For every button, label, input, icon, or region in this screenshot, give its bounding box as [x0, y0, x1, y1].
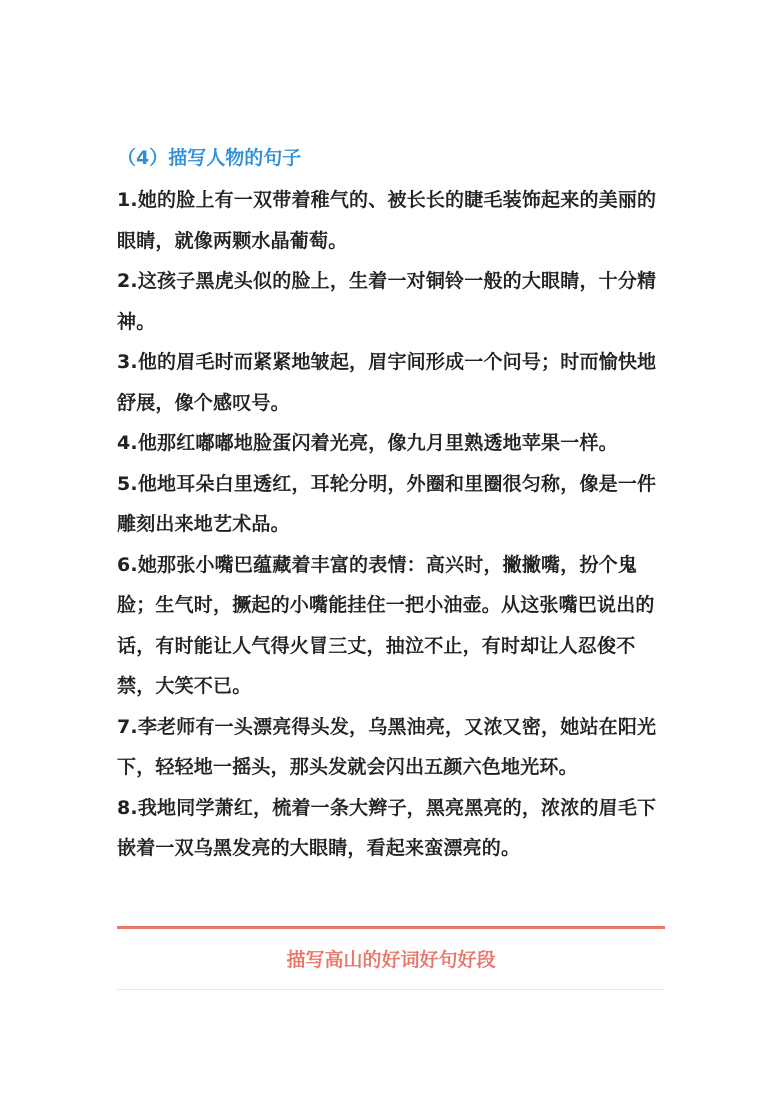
article-body — [117, 140, 665, 869]
sentence-1: 1.她的脸上有一双带着稚气的、被长长的睫毛装饰起来的美丽的眼睛，就像两颗水晶葡萄。 — [117, 189, 657, 252]
sentence-2: 2.这孩子黑虎头似的脸上，生着一对铜铃一般的大眼睛，十分精神。 — [117, 270, 657, 333]
sentence-4: 4.他那红嘟嘟地脸蛋闪着光亮，像九月里熟透地苹果一样。 — [117, 432, 618, 454]
footer-divider-top — [117, 926, 665, 929]
sentence-7: 7.李老师有一头漂亮得头发，乌黑油亮，又浓又密，她站在阳光下，轻轻地一摇头，那头发就会闪出五颜六色地光环。 — [117, 715, 657, 778]
footer-section-title: 描写高山的好词好句好段 — [286, 949, 496, 971]
sentence-8: 8.我地同学萧红，梳着一条大辫子，黑亮黑亮的，浓浓的眉毛下嵌着一双乌黑发亮的大眼睛，看起来蛮漂亮的。 — [117, 796, 657, 859]
section-heading: （4）描写人物的句子 — [117, 147, 302, 169]
footer-divider-bottom — [117, 989, 665, 990]
sentence-3: 3.他的眉毛时而紧紧地皱起，眉宇间形成一个问号；时而愉快地舒展，像个感叹号。 — [117, 351, 657, 414]
sentence-6: 6.她那张小嘴巴蕴藏着丰富的表情：高兴时，撇撇嘴，扮个鬼脸；生气时，撅起的小嘴能挂住一把小油壶。从这张嘴巴说出的话，有时能让人气得火冒三丈，抽泣不止，有时却让人忍俊不禁，大笑不已。 — [117, 553, 655, 697]
sentence-5: 5.他地耳朵白里透红，耳轮分明，外圈和里圈很匀称，像是一件雕刻出来地艺术品。 — [117, 472, 657, 535]
